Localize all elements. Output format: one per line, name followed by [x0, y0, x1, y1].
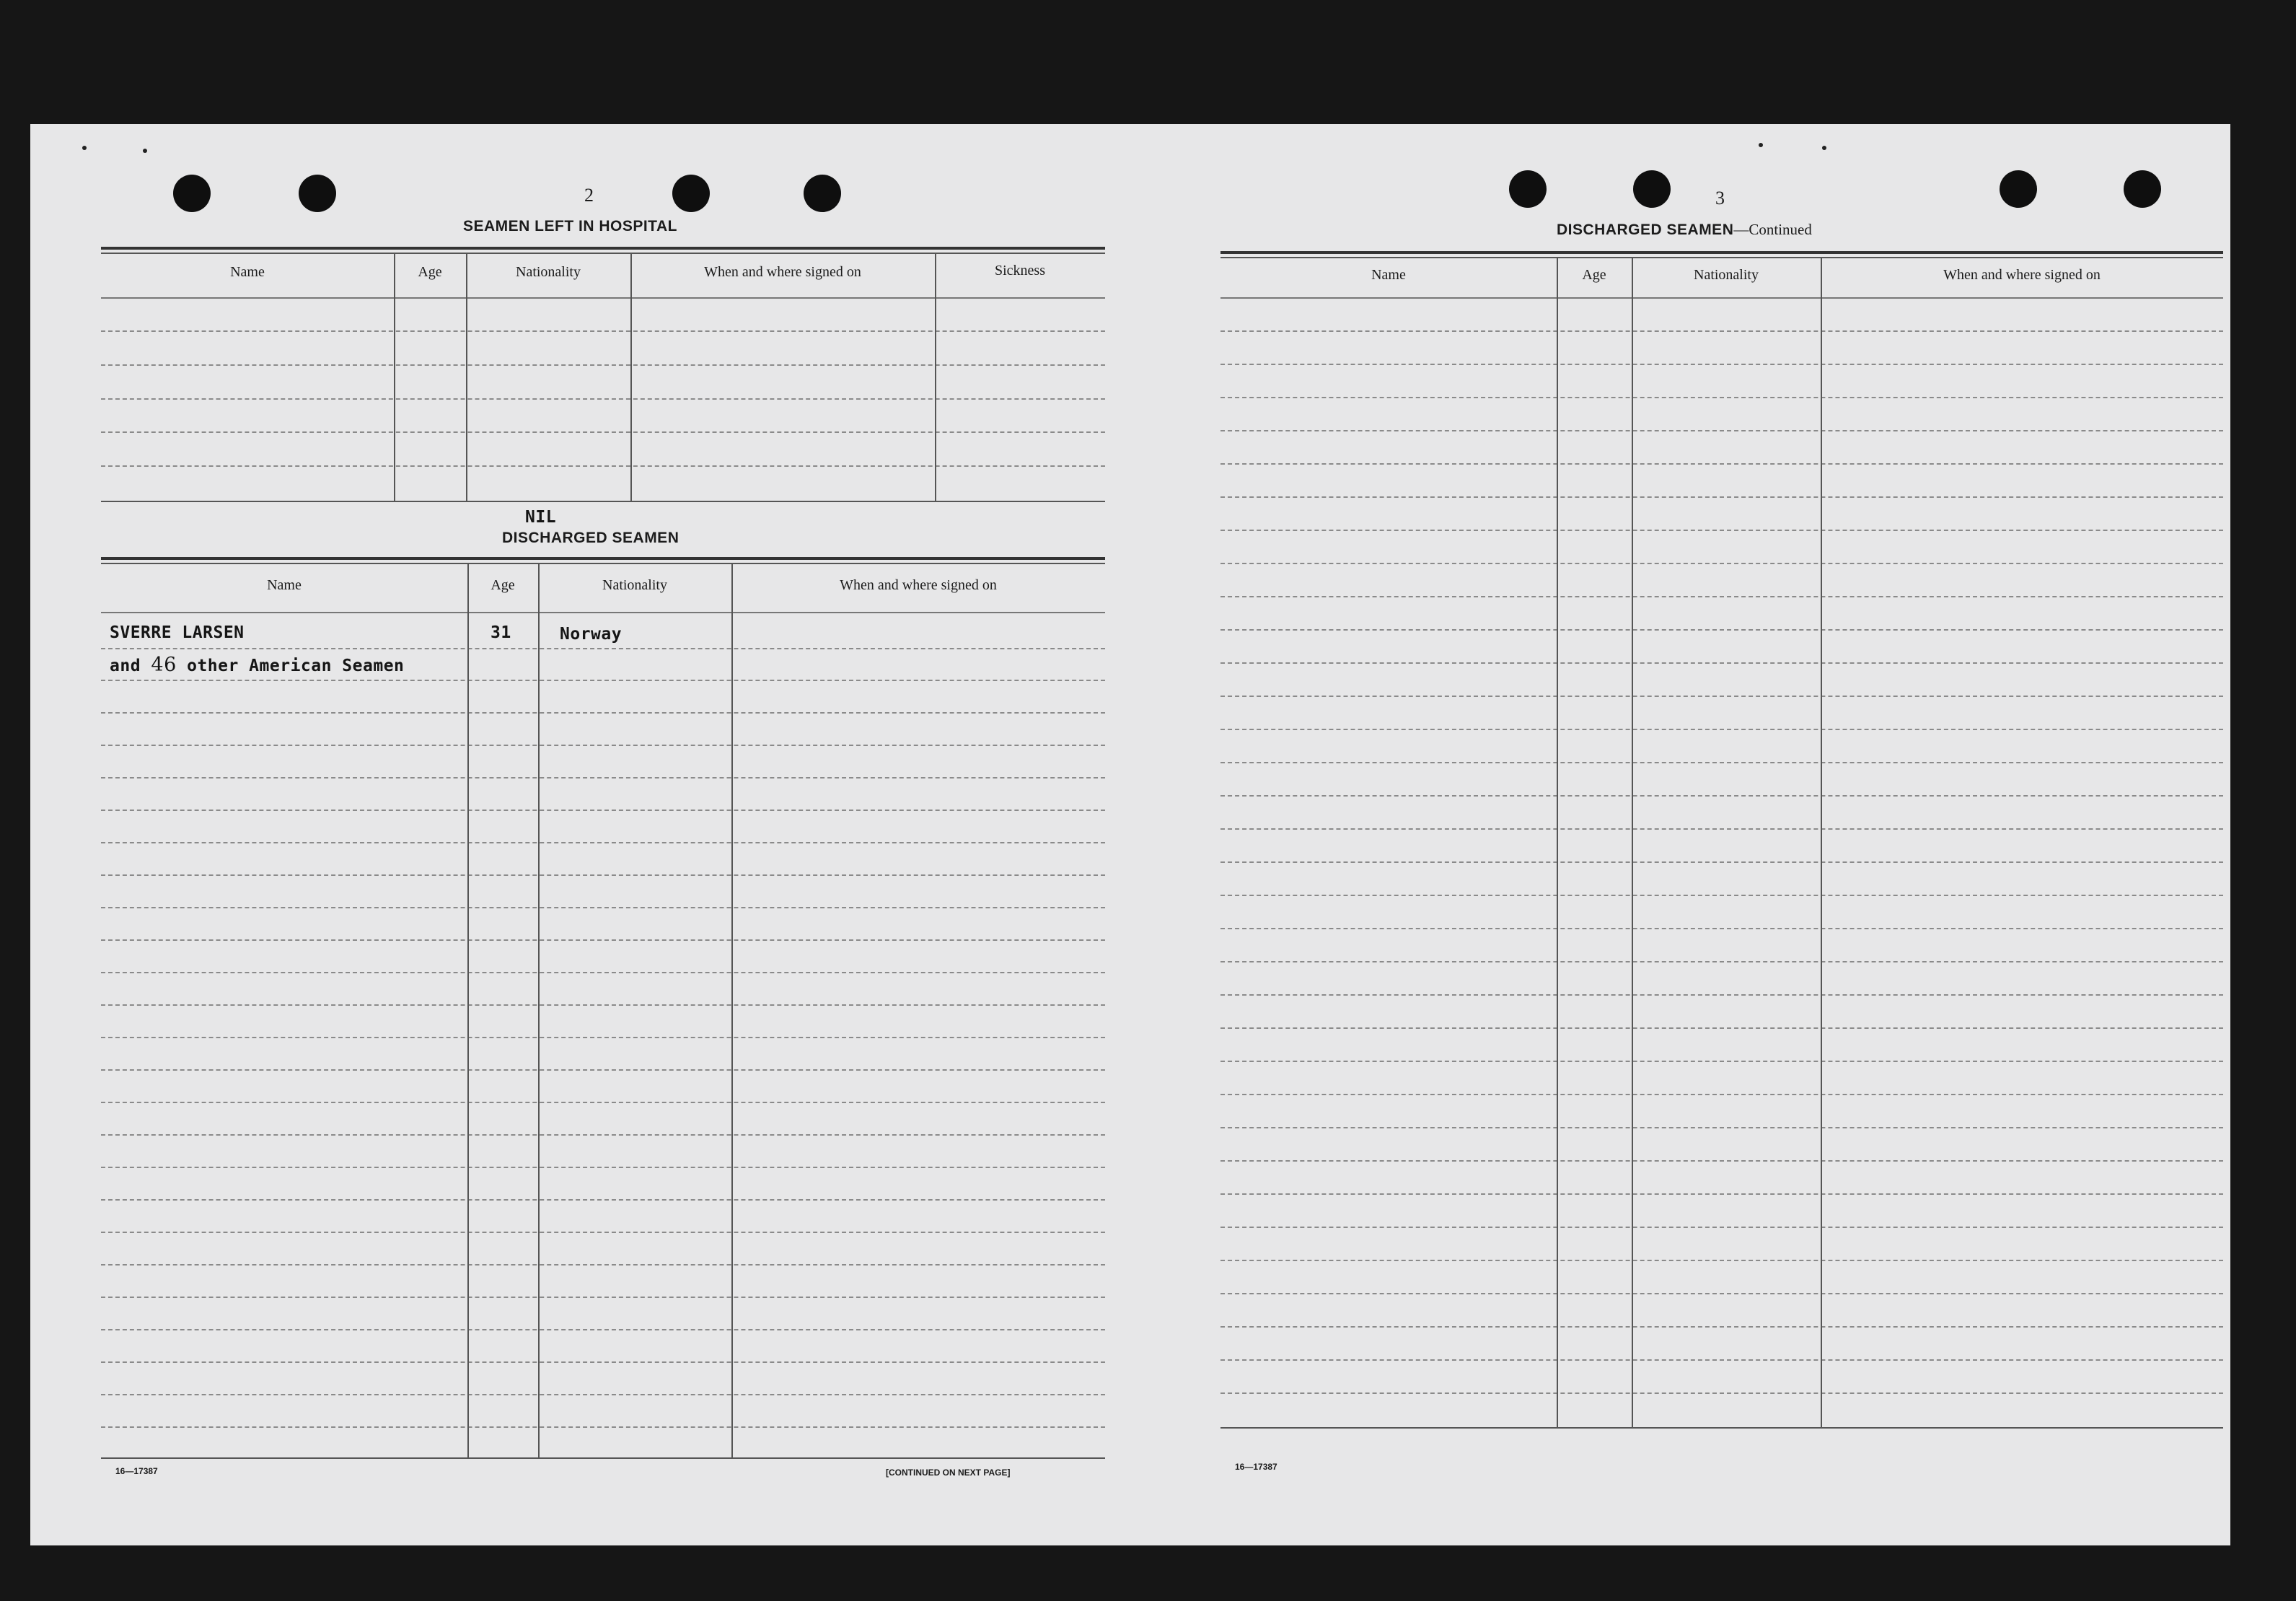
- title-main: DISCHARGED SEAMEN: [1557, 221, 1734, 238]
- punch-hole: [2000, 170, 2037, 208]
- column-header-signed-on: When and where signed on: [840, 577, 997, 593]
- column-header-sickness: Sickness: [995, 263, 1045, 278]
- page-number-left: 2: [584, 185, 594, 206]
- column-header-signed-on: When and where signed on: [704, 264, 861, 280]
- discharged-continued-title: [1557, 221, 1812, 239]
- punch-hole: [1509, 170, 1547, 208]
- form-number-right: 16—17387: [1235, 1462, 1277, 1472]
- column-header-age: Age: [1582, 267, 1606, 283]
- punch-hole: [299, 175, 336, 212]
- column-header-nationality: Nationality: [1694, 267, 1759, 283]
- note-suffix: other American Seamen: [176, 657, 405, 675]
- seaman-nationality: Norway: [560, 625, 623, 644]
- discharged-section-title: DISCHARGED SEAMEN: [502, 530, 679, 546]
- other-seamen-note: [110, 654, 404, 676]
- hospital-entry-nil: NIL: [525, 508, 557, 527]
- column-header-signed-on: When and where signed on: [1943, 267, 2101, 283]
- note-prefix: and: [110, 657, 151, 675]
- ink-speck: [1822, 146, 1826, 150]
- continued-note: [CONTINUED ON NEXT PAGE]: [886, 1468, 1011, 1478]
- discharged-table-right: [1220, 251, 2223, 1463]
- punch-hole: [1633, 170, 1671, 208]
- ink-speck: [143, 149, 147, 153]
- column-header-name: Name: [230, 264, 265, 280]
- punch-hole: [672, 175, 710, 212]
- seaman-name: SVERRE LARSEN: [110, 623, 245, 642]
- seaman-age: 31: [491, 623, 511, 642]
- column-header-nationality: Nationality: [602, 577, 667, 593]
- ink-speck: [82, 146, 87, 150]
- punch-hole: [804, 175, 841, 212]
- title-continued: —Continued: [1733, 221, 1812, 238]
- column-header-name: Name: [1371, 267, 1406, 283]
- page-number-right: 3: [1715, 188, 1725, 209]
- punch-hole: [173, 175, 211, 212]
- punch-hole: [2124, 170, 2161, 208]
- hospital-section-title: SEAMEN LEFT IN HOSPITAL: [463, 218, 677, 234]
- form-number-left: 16—17387: [115, 1466, 158, 1476]
- column-header-nationality: Nationality: [516, 264, 581, 280]
- column-header-age: Age: [418, 264, 442, 280]
- document-sheet: [30, 124, 2230, 1545]
- handwritten-count: 46: [151, 654, 177, 676]
- ink-speck: [1759, 143, 1763, 147]
- column-header-name: Name: [267, 577, 302, 593]
- discharged-table-left: [101, 557, 1105, 1589]
- column-header-age: Age: [491, 577, 515, 593]
